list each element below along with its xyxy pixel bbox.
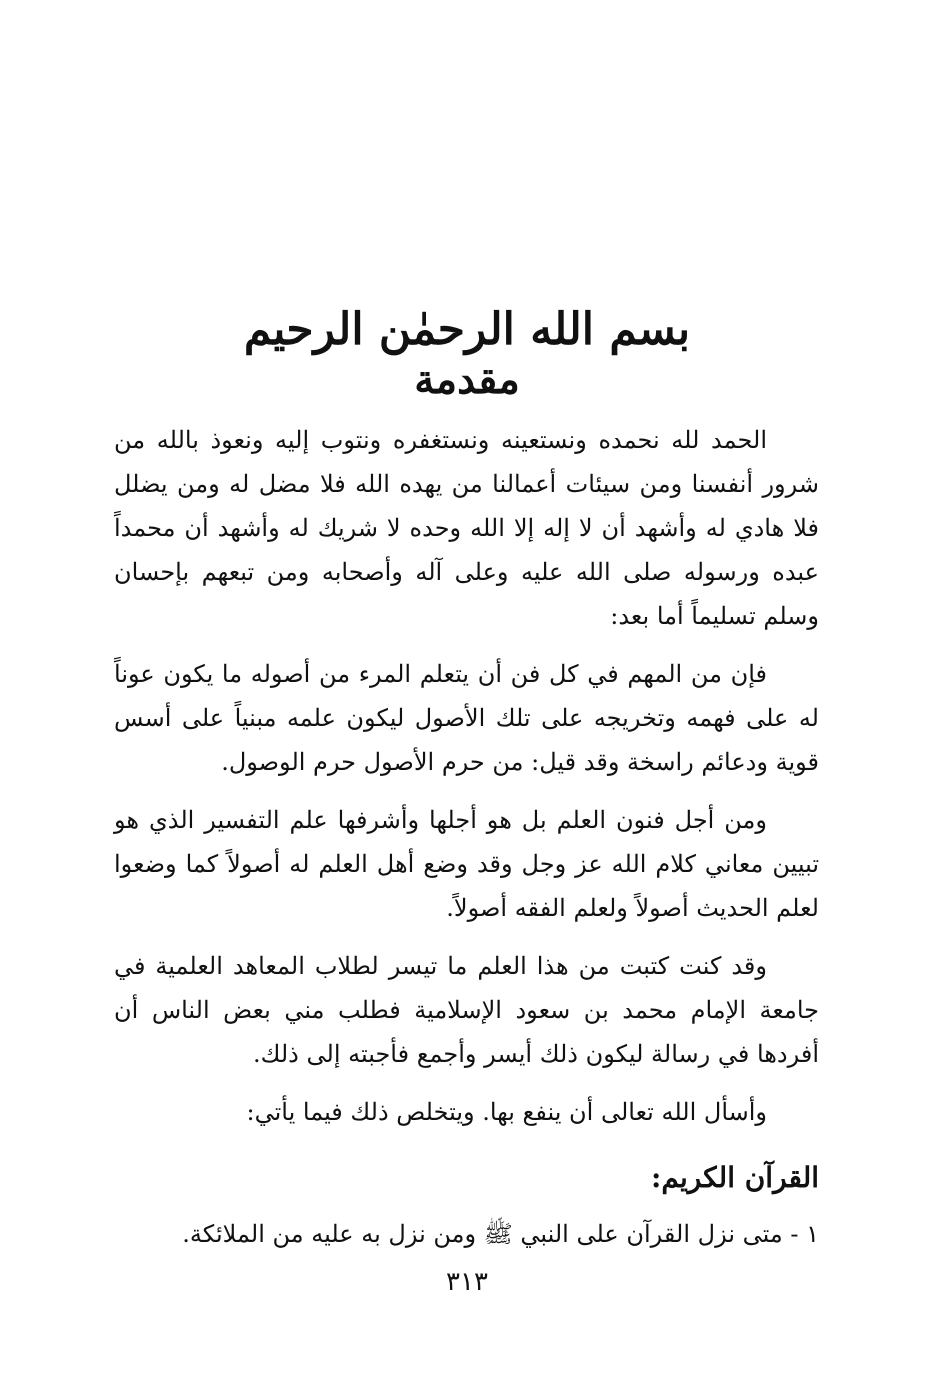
page-number: ٣١٣ [446,1267,488,1297]
basmala-heading: بسم الله الرحمٰن الرحيم [243,304,691,355]
paragraph: الحمد لله نحمده ونستعينه ونستغفره ونتوب إليه ونعوذ بالله من شرور أنفسنا ومن سيئات أعمالنا من يهده الله فلا مضل له ومن يضلل فلا هادي له وأشهد أن لا إله إلا الله وحده لا شريك له وأشهد أن محمداً عبده ورسوله صلى الله عليه وعلى آله وأصحابه ومن تبعهم بإحسان وسلم تسليماً أما بعد: [114,426,819,630]
section-title: القرآن الكريم: [651,1161,819,1194]
list-item: ١ - متى نزل القرآن على النبي ﷺ ومن نزل به عليه من الملائكة. [182,1220,819,1248]
body-text [114,418,819,1256]
paragraph: ومن أجل فنون العلم بل هو أجلها وأشرفها علم التفسير الذي هو تبيين معاني كلام الله عز وجل وقد وضع أهل العلم له أصولاً كما وضعوا لعلم الحديث أصولاً ولعلم الفقه أصولاً. [114,806,819,922]
paragraph: وقد كنت كتبت من هذا العلم ما تيسر لطلاب المعاهد العلمية في جامعة الإمام محمد بن سعود الإسلامية فطلب مني بعض الناس أن أفردها في رسالة ليكون ذلك أيسر وأجمع فأجبته إلى ذلك. [114,952,819,1068]
introduction-heading: مقدمة [414,356,520,403]
paragraph: وأسأل الله تعالى أن ينفع بها. ويتخلص ذلك فيما يأتي: [246,1098,767,1126]
paragraph: فإن من المهم في كل فن أن يتعلم المرء من أصوله ما يكون عوناً له على فهمه وتخريجه على تلك الأصول ليكون علمه مبنياً على أسس قوية ودعائم راسخة وقد قيل: من حرم الأصول حرم الوصول. [114,660,819,776]
